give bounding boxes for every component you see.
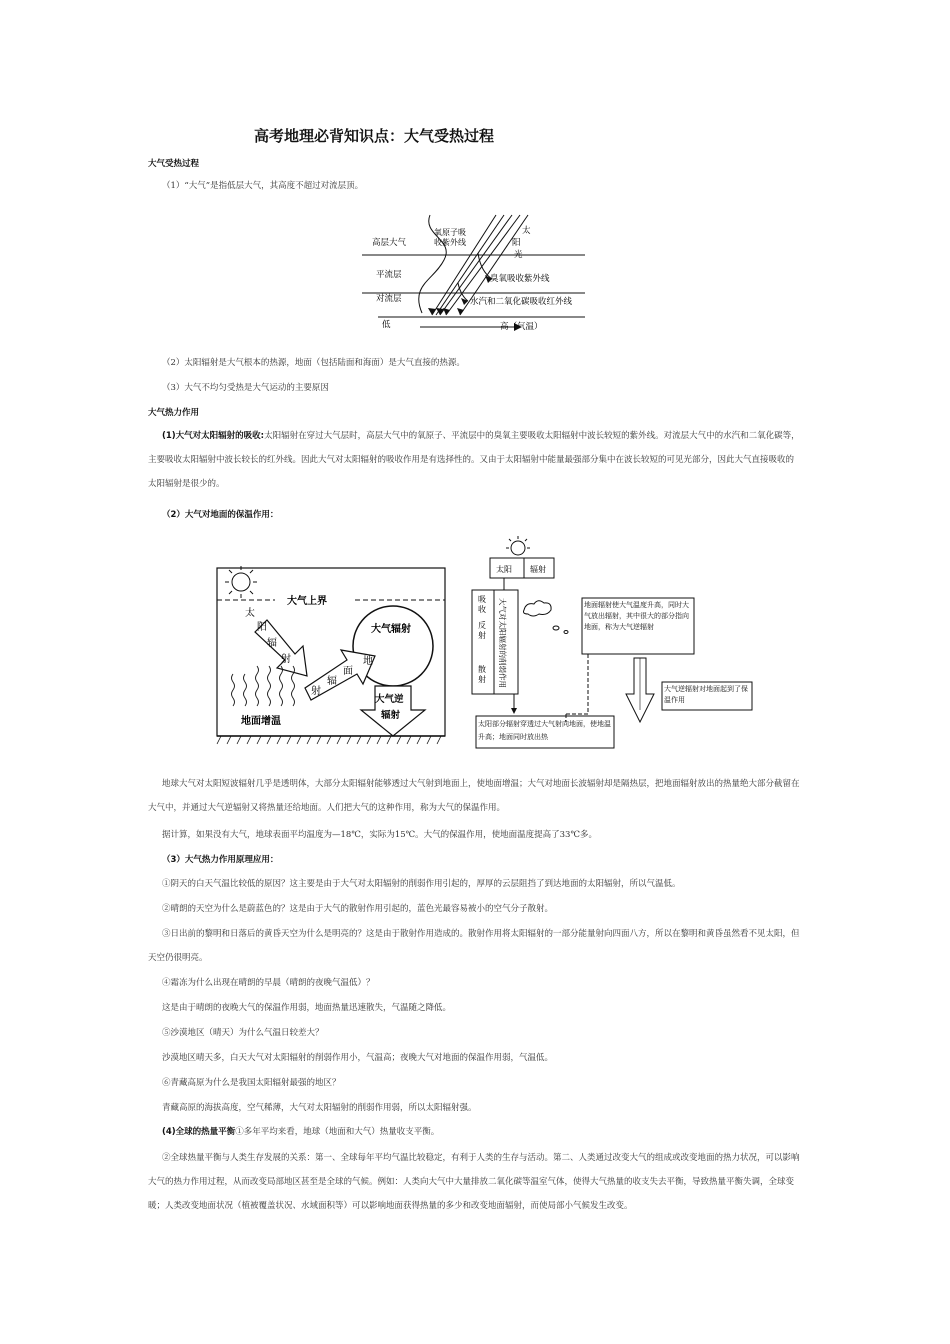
paragraph-lead: (1)大气对太阳辐射的吸收: (162, 431, 265, 441)
label-troposphere: 对流层 (376, 294, 402, 304)
atmosphere-layers-diagram (360, 205, 600, 335)
label-scatter-2: 射 (478, 675, 486, 684)
paragraph-insulation: 地球大气对太阳短波辐射几乎是透明体，大部分太阳辐射能够透过大气射到地面上，使地面增温；大气对地面长波辐射却是隔热层，把地面辐射放出的热量绝大部分截留在大气中，并通过大气逆辐射又将热量还给地面。人们把大气的这种作用，称为大气的保温作用。 (148, 779, 800, 813)
paragraph-calculation: 据计算，如果没有大气，地球表面平均温度为—18℃，实际为15℃。大气的保温作用，使地面温度提高了33℃多。 (162, 830, 597, 840)
label-ground-3: 辐 (327, 676, 337, 687)
label-solar-1: 太 (245, 608, 255, 619)
label-bottom-box: 太阳部分辐射穿透过大气射向地面，使地温升高；地面同时放出热 (478, 720, 611, 741)
label-high-temperature: 高（气温） (500, 322, 543, 332)
insulation-diagram-right (466, 534, 756, 750)
qa-item: ①阴天的白天气温比较低的原因？这主要是由于大气对太阳辐射的削弱作用引起的，厚厚的云层阻挡了到达地面的太阳辐射，所以气温低。 (162, 879, 681, 889)
label-atmosphere-radiation: 大气辐射 (371, 624, 411, 635)
label-ozone: 臭氧吸收紫外线 (490, 274, 550, 284)
label-atmosphere-weakening: 大气对太阳辐射的削弱作用 (498, 598, 507, 688)
label-oxygen-1: 氧原子吸 (434, 228, 466, 237)
label-ground-radiation: 地面辐射使大气温度升高，同时大气放出辐射，其中很大的部分指向地面，称为大气逆辐射 (584, 601, 689, 631)
paragraph-body: 太阳辐射在穿过大气层时，高层大气中的氧原子、平流层中的臭氧主要吸收太阳辐射中波长较短的紫外线。对流层大气中的水汽和二氧化碳等，主要吸收太阳辐射中波长较长的红外线。因此大气对太阳辐射的吸收作用是有选择性的。又由于太阳辐射中能量最强部分集中在波长较短的可见光部分，因此大气直接吸收的太阳辐射是很少的。 (148, 431, 800, 489)
label-sun-1: 太 (522, 226, 531, 236)
paragraph: （1）“大气”是指低层大气，其高度不超过对流层顶。 (162, 181, 364, 191)
label-ground-1: 地 (363, 656, 373, 667)
label-sun-a: 太阳 (496, 565, 512, 574)
label-ground-warming: 地面增温 (241, 716, 281, 727)
label-sun-3: 光 (514, 250, 523, 260)
paragraph-lead: (4)全球的热量平衡 (162, 1127, 236, 1137)
insulation-diagram-left (215, 560, 455, 748)
qa-question: ④霜冻为什么出现在晴朗的早晨（晴朗的夜晚气温低）？ (162, 978, 375, 988)
paragraph-body: ①多年平均来看，地球（地面和大气）热量收支平衡。 (235, 1127, 440, 1137)
label-reflect-2: 射 (478, 631, 486, 640)
label-low: 低 (382, 320, 391, 330)
label-reflect-1: 反 (478, 621, 486, 630)
paragraph-absorption (148, 424, 800, 496)
paragraph-heat-balance (162, 1126, 439, 1139)
qa-item: ②晴朗的天空为什么是蔚蓝色的？这是由于大气的散射作用引起的，蓝色光最容易被小的空气分子散射。 (162, 904, 554, 914)
label-solar-2: 阳 (257, 622, 267, 633)
qa-item: ③日出前的黎明和日落后的黄昏天空为什么是明亮的？这是由于散射作用造成的。散射作用将太阳辐射的一部分能量射向四面八方，所以在黎明和黄昏虽然看不见太阳，但天空仍很明亮。 (148, 929, 800, 963)
label-absorb-1: 吸 (478, 595, 486, 604)
label-sun-2: 阳 (512, 238, 521, 248)
qa-question: ⑤沙漠地区（晴天）为什么气温日较差大？ (162, 1028, 324, 1038)
page-title: 高考地理必背知识点：大气受热过程 (254, 127, 495, 145)
label-back-radiation: 大气逆辐射对地面起到了保温作用 (664, 685, 748, 704)
qa-answer: 这是由于晴朗的夜晚大气的保温作用弱，地面热量迅速散失，气温随之降低。 (162, 1003, 452, 1013)
label-absorb-2: 收 (478, 605, 486, 614)
paragraph: （2）太阳辐射是大气根本的热源，地面（包括陆面和海面）是大气直接的热源。 (162, 358, 465, 368)
qa-question: ⑥青藏高原为什么是我国太阳辐射最强的地区？ (162, 1078, 341, 1088)
qa-answer: 青藏高原的海拔高度，空气稀薄，大气对太阳辐射的削弱作用弱，所以太阳辐射强。 (162, 1103, 477, 1113)
paragraph: （3）大气不均匀受热是大气运动的主要原因 (162, 383, 329, 393)
label-scatter-1: 散 (478, 665, 486, 674)
label-vapor-co2: 水汽和二氧化碳吸收红外线 (470, 297, 573, 307)
label-solar-4: 射 (281, 654, 291, 665)
label-back-radiation-2: 辐射 (381, 710, 401, 721)
label-stratosphere: 平流层 (376, 270, 402, 280)
label-solar-3: 辐 (267, 638, 277, 649)
subheading-insulation: （2）大气对地面的保温作用： (162, 510, 279, 520)
section-heading-thermal: 大气热力作用 (148, 408, 200, 418)
label-back-radiation-1: 大气逆 (375, 694, 404, 705)
subheading-applications: （3）大气热力作用原理应用： (162, 855, 279, 865)
label-high-atmosphere: 高层大气 (372, 238, 407, 248)
label-sun-b: 辐射 (530, 565, 546, 574)
paragraph-heat-balance-human: ②全球热量平衡与人类生存发展的关系：第一、全球每年平均气温比较稳定，有利于人类的生存与活动。第二、人类通过改变大气的组成或改变地面的热力状况，可以影响大气的热力作用过程，从而改变局部地区甚至是全球的气候。例如：人类向大气中大量排放二氧化碳等温室气体，使得大气热量的收支失去平衡，导致热量平衡失调，全球变暖；人类改变地面状况（植被覆盖状况、水域面积等）可以影响地面获得热量的多少和改变地面辐射，而使局部小气候发生改变。 (148, 1153, 800, 1211)
label-oxygen-2: 收紫外线 (434, 238, 466, 247)
qa-answer: 沙漠地区晴天多，白天大气对太阳辐射的削弱作用小，气温高；夜晚大气对地面的保温作用弱，气温低。 (162, 1053, 554, 1063)
label-ground-4: 射 (311, 686, 321, 697)
label-ground-2: 面 (343, 666, 353, 677)
label-upper-atmosphere: 大气上界 (287, 596, 327, 607)
section-heading-heating: 大气受热过程 (148, 159, 200, 169)
